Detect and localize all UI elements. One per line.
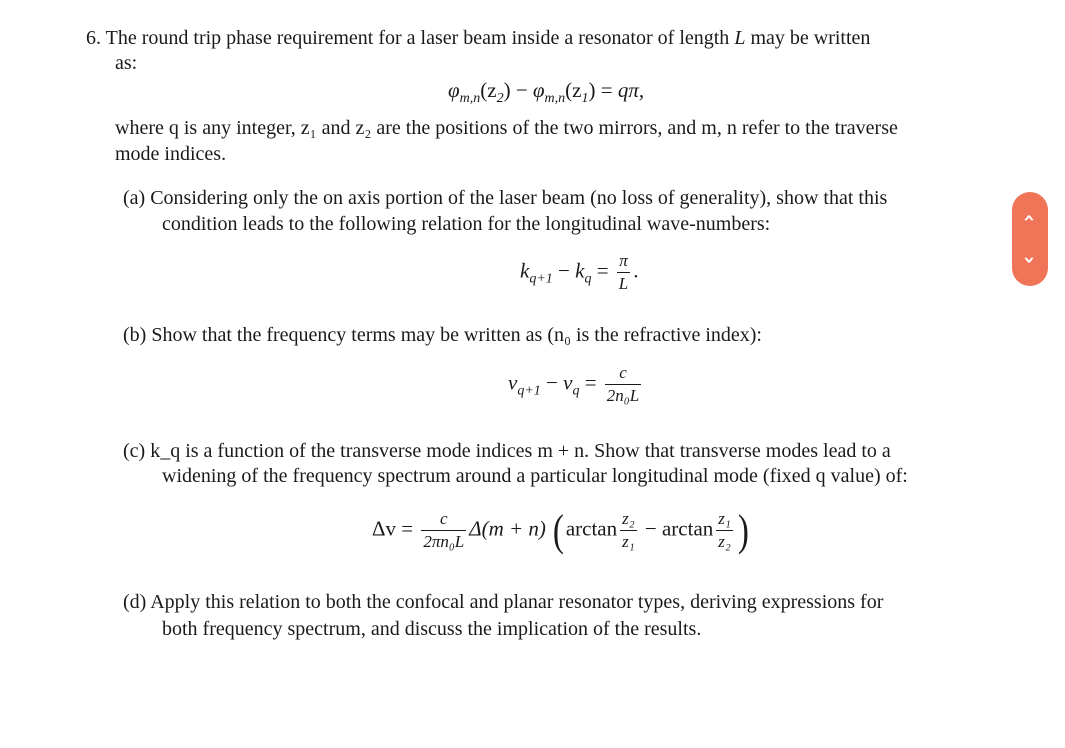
chevron-down-icon: ›: [1018, 255, 1042, 265]
phase-equation: [448, 78, 644, 107]
page-nav-pill: [1012, 192, 1048, 286]
eq1-phi1: φ: [448, 78, 460, 102]
eqb-v1: v: [508, 370, 518, 395]
spectrum-widening-equation: [372, 505, 750, 555]
eqa-den: L: [618, 274, 629, 293]
eq1-arg2end: ): [588, 78, 596, 102]
intro-var-L: L: [734, 27, 746, 49]
problem-intro-line2: as:: [115, 52, 138, 74]
eqc-f2den: z₂: [718, 532, 731, 551]
eqc-den: 2πn₀L: [423, 532, 465, 551]
eq1-rhs: qπ,: [617, 78, 645, 102]
part-a-line1: [123, 186, 887, 210]
eqa-k1: k: [520, 258, 530, 283]
chevron-up-icon: ‹: [1018, 213, 1042, 223]
part-d-line2: both frequency spectrum, and discuss the implication of the results.: [162, 618, 702, 640]
part-c-label: (c): [123, 440, 146, 462]
eqb-v2: v: [563, 370, 573, 395]
eqb-v1sub: q+1: [517, 383, 541, 399]
eqa-k2: k: [575, 258, 585, 283]
eqa-k1sub: q+1: [529, 271, 553, 287]
eqb-fraction: [605, 362, 641, 407]
eqa-num: π: [617, 250, 630, 273]
eqc-arctan2: arctan: [661, 516, 714, 541]
where-line1: where q is any integer, z₁ and z₂ are the positions of the two mirrors, and m, n refer to the traverse: [115, 117, 898, 139]
intro-text-end: may be written: [750, 27, 871, 49]
part-a-label: (a): [123, 187, 146, 209]
eqc-minus: −: [639, 516, 662, 541]
part-d-line1: [123, 590, 883, 614]
part-b-text1: Show that the frequency terms may be written as (n₀ is the refractive index):: [151, 324, 762, 346]
frequency-equation: [508, 362, 644, 407]
eqa-minus: −: [552, 258, 576, 283]
eqc-mid: Δ(m + n): [469, 516, 546, 541]
problem-number: 6.: [86, 27, 101, 49]
eq1-arg1sub: 2: [496, 91, 504, 107]
part-a-line2: condition leads to the following relation for the longitudinal wave-numbers:: [162, 213, 771, 235]
part-b-line1: [123, 323, 762, 347]
eqb-equals: =: [579, 370, 602, 395]
part-c-line1: [123, 439, 891, 463]
eqa-fraction: [617, 250, 630, 295]
part-d-label: (d): [123, 591, 147, 613]
eq1-arg2sub: 1: [581, 91, 589, 107]
part-c-line2: widening of the frequency spectrum around a particular longitudinal mode (fixed q value) of:: [162, 465, 908, 487]
wavenumber-equation: [520, 250, 639, 295]
eqc-f1den: z₁: [622, 532, 635, 551]
nav-up-button[interactable]: [1012, 198, 1048, 238]
eqc-num: c: [421, 508, 466, 531]
eqb-v2sub: q: [572, 383, 580, 399]
eq1-sub2: m,n: [544, 91, 566, 107]
eqc-fraction2: [716, 508, 733, 553]
eq1-arg1: (z: [480, 78, 497, 102]
eqc-lparen: (: [552, 505, 564, 555]
eqc-f1num: z₂: [620, 508, 637, 531]
eqc-f2num: z₁: [716, 508, 733, 531]
nav-down-button[interactable]: [1012, 240, 1048, 280]
eqa-end: .: [633, 258, 639, 283]
eqc-fraction1: [620, 508, 637, 553]
eqb-den: 2n₀L: [606, 386, 640, 405]
eqc-rparen: ): [737, 505, 749, 555]
problem-intro-line1: [86, 26, 870, 50]
eqc-lhs: Δv =: [372, 516, 419, 541]
eqb-minus: −: [540, 370, 564, 395]
eq1-equals: =: [595, 78, 618, 102]
where-line2: mode indices.: [115, 143, 227, 165]
eq1-arg1end: ): [503, 78, 511, 102]
eqb-num: c: [605, 362, 641, 385]
part-c-text1: k_q is a function of the transverse mode indices m + n. Show that transverse modes lead to a: [150, 440, 891, 462]
part-d-text1: Apply this relation to both the confocal and planar resonator types, deriving expressions for: [150, 591, 884, 613]
eq1-minus: −: [510, 78, 533, 102]
eqc-fraction: [421, 508, 466, 553]
eq1-phi2: φ: [532, 78, 545, 102]
part-a-text1: Considering only the on axis portion of the laser beam (no loss of generality), show that this: [150, 187, 888, 209]
eqc-arctan1: arctan: [565, 516, 618, 541]
eqa-equals: =: [591, 258, 614, 283]
eq1-arg2: (z: [565, 78, 582, 102]
intro-text: The round trip phase requirement for a laser beam inside a resonator of length: [105, 27, 730, 49]
eqa-k2sub: q: [584, 271, 592, 287]
part-b-label: (b): [123, 324, 147, 346]
eq1-sub1: m,n: [459, 91, 481, 107]
